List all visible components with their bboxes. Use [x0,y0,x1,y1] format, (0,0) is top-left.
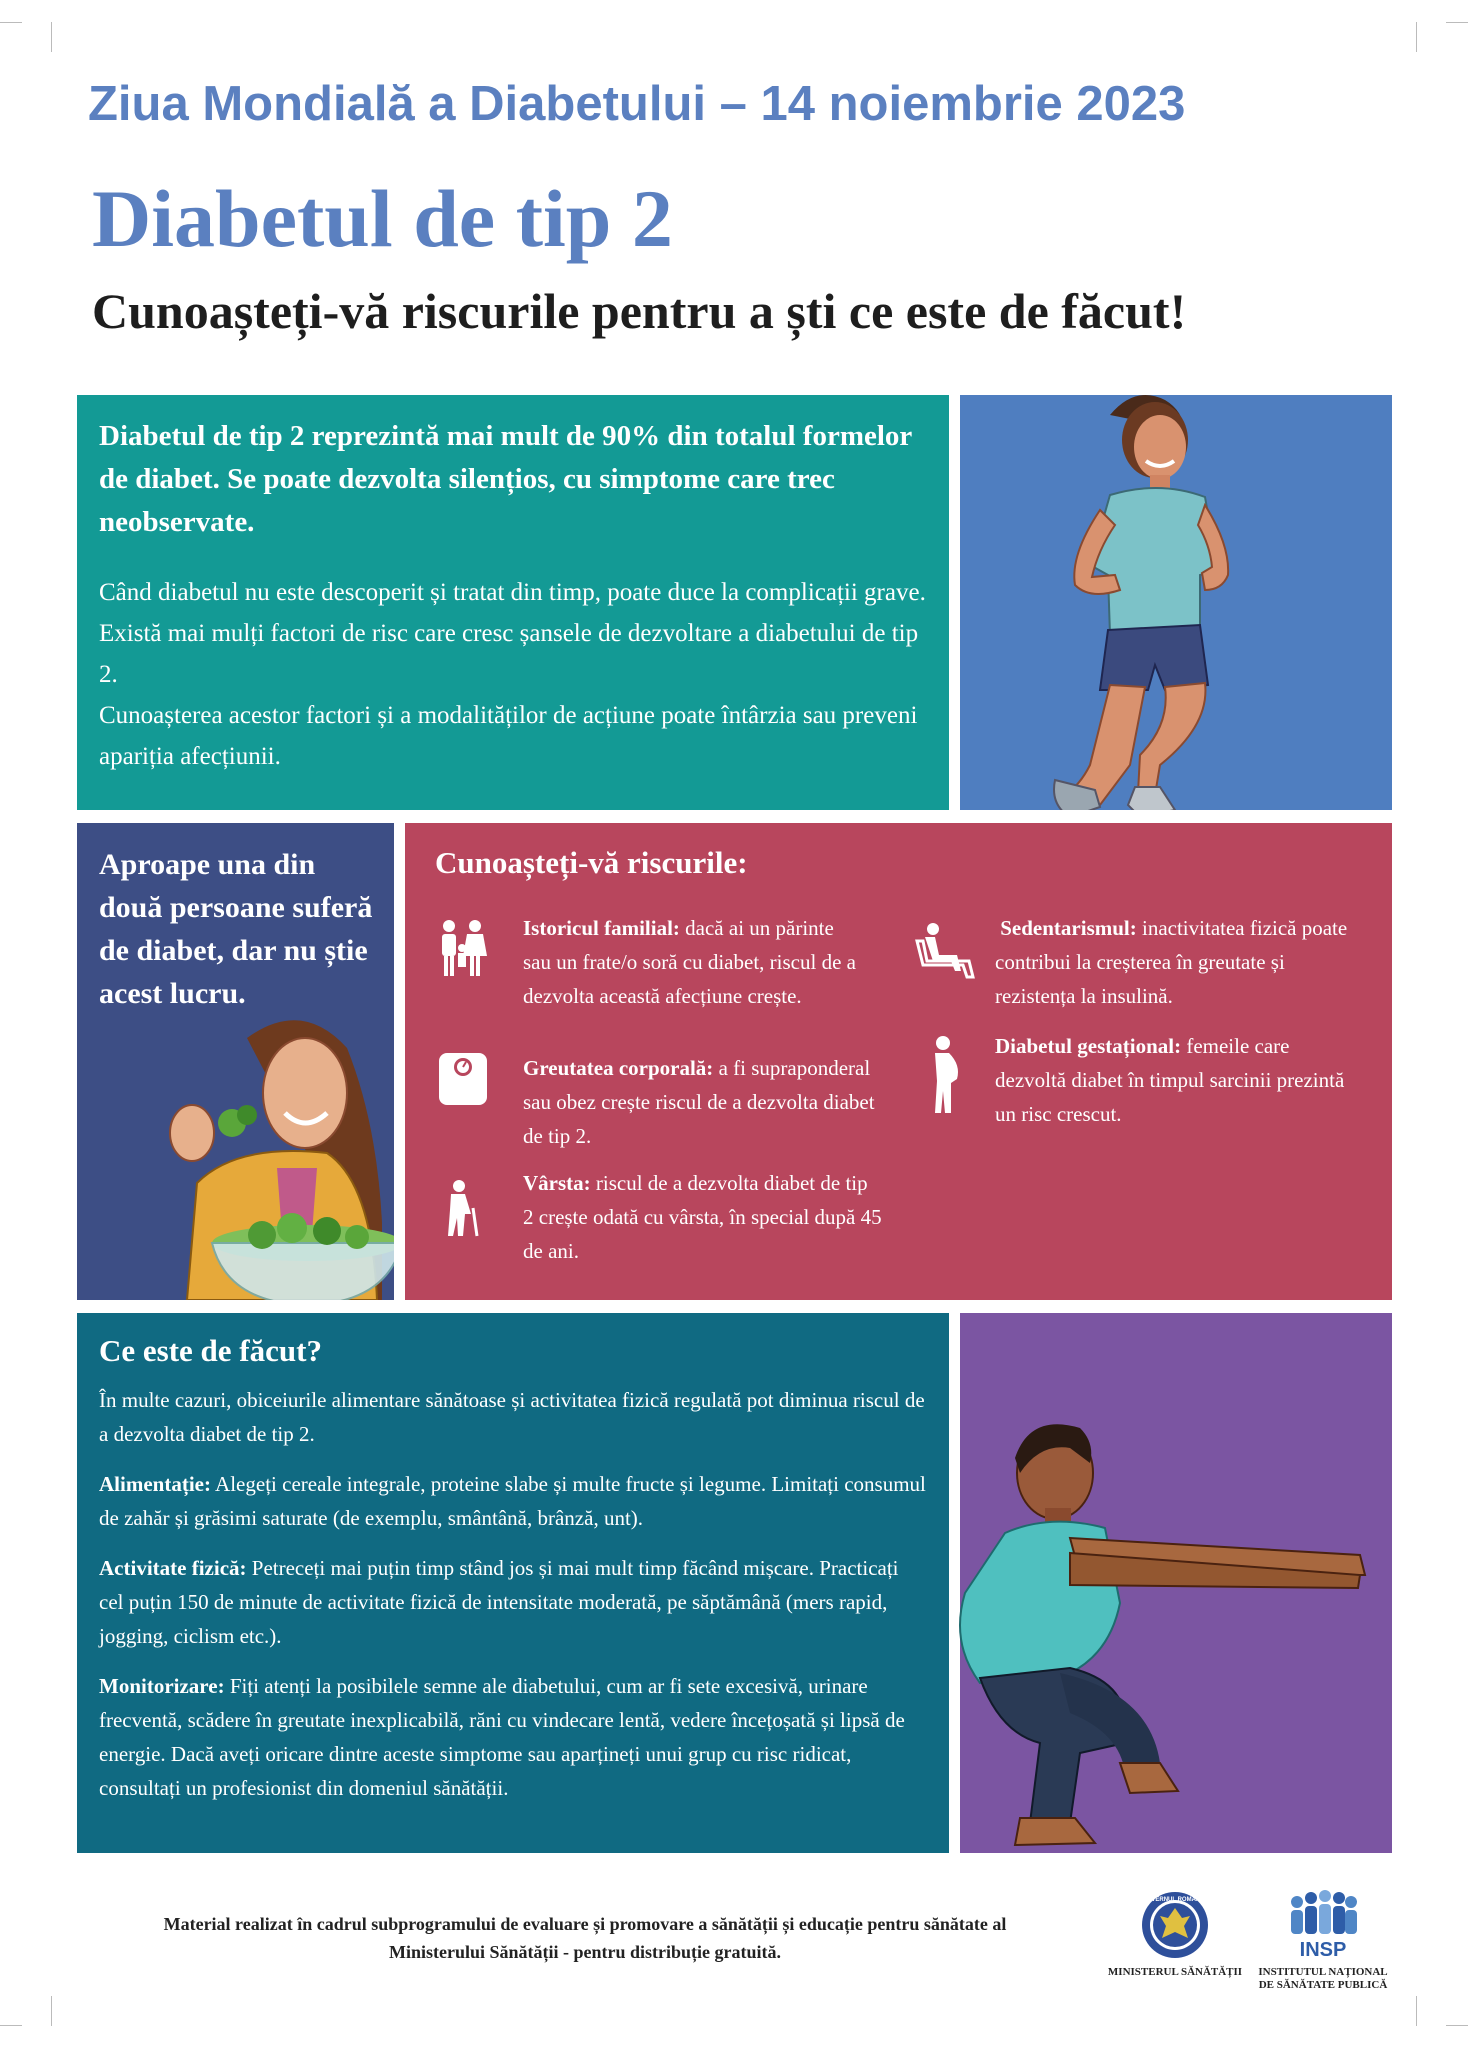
risk-label: Greutatea corporală: [523,1056,714,1080]
risk-label: Sedentarismul: [1000,916,1137,940]
advice-text: Fiți atenți la posibilele semne ale diabetului, cum ar fi sete excesivă, urinare frecventă, scădere în greutate inexplicabilă, răni cu vindecare lentă, vedere încețoșată și lipsă de energie. Dacă aveți oricare dintre aceste simptome sau aparțineți unui grup cu risc ridicat, consultați un profesionist din domeniul sănătății. [99,1674,905,1800]
scale-icon [433,1049,493,1109]
crop-mark [0,2025,22,2026]
runner-illustration [960,395,1392,810]
insp-caption [1248,1966,1398,1992]
crop-mark [22,22,52,52]
risk-family-history [523,911,863,1013]
risk-text: femeile care dezvoltă diabet în timpul sarcinii prezintă un risc crescut. [995,1034,1345,1126]
ministry-of-health-logo [1105,1890,1245,1979]
advice-text: Petreceți mai puțin timp stând jos și mai mult timp făcând mișcare. Practicați cel puțin 150 de minute de activitate fizică de intensitate moderată, pe săptămână (mers rapid, jogging, ciclism etc.). [99,1556,899,1648]
crop-mark [1446,2025,1468,2026]
sitting-person-icon [913,921,981,981]
elderly-icon [433,1178,493,1238]
advice-monitoring [99,1669,927,1805]
what-to-do-intro: În multe cazuri, obiceiurile alimentare sănătoase și activitatea fizică regulată pot diminua riscul de a dezvolta diabet de tip 2. [99,1388,925,1446]
crop-mark [1446,22,1468,23]
crop-mark [0,22,22,23]
footer-line: Ministerului Sănătății - pentru distribuție gratuită. [388,1942,781,1962]
man-squatting-illustration [920,1313,1368,1873]
risk-gestational [995,1029,1365,1131]
risks-panel [405,823,1392,1300]
advice-nutrition [99,1467,927,1535]
risk-body-weight [523,1051,883,1153]
insp-caption-line: INSTITUTUL NAȚIONAL [1258,1966,1388,1978]
risk-sedentary [995,911,1365,1013]
intro-lead: Diabetul de tip 2 reprezintă mai mult de 90% din totalul formelor de diabet. Se poate dezvolta silențios, cu simptome care trec neobservate. [99,420,912,538]
risk-label: Diabetul gestațional: [995,1034,1182,1058]
crop-mark [1416,22,1446,52]
people-group-icon [1283,1890,1363,1960]
advice-label: Activitate fizică: [99,1556,247,1580]
woman-eating-salad-illustration [77,823,394,1300]
what-to-do-panel [77,1313,949,1853]
statistic-text: Aproape una din două persoane suferă de diabet, dar nu știe acest lucru. [99,848,373,1010]
insp-mark-text: INSP [1299,1939,1347,1960]
advice-label: Monitorizare: [99,1674,225,1698]
risk-text: dacă ai un părinte sau un frate/o soră cu diabet, riscul de a dezvolta această afecțiune crește. [523,916,856,1008]
crop-mark [22,1996,52,2026]
page-subtitle: Cunoașteți-vă riscurile pentru a ști ce este de făcut! [92,283,1187,339]
ministry-caption: MINISTERUL SĂNĂTĂȚII [1107,1966,1243,1978]
family-icon [433,918,493,978]
risk-label: Istoricul familial: [523,916,680,940]
what-to-do-heading: Ce este de făcut? [99,1333,322,1368]
risk-text: a fi supraponderal sau obez crește riscul de a dezvolta diabet de tip 2. [523,1056,875,1148]
crop-mark [1416,1996,1446,2026]
government-emblem-icon [1140,1890,1210,1960]
risks-heading: Cunoașteți-vă riscurile: [435,845,748,880]
insp-logo [1248,1890,1398,1992]
footer-line: Material realizat în cadrul subprogramului de evaluare și promovare a sănătății și educație pentru sănătate al [163,1914,1007,1934]
emblem-ring-text: GUVERNUL ROMÂNIEI [1142,1897,1208,1903]
pregnant-woman-icon [923,1035,967,1115]
event-title: Ziua Mondială a Diabetului – 14 noiembrie 2023 [88,77,1186,131]
statistic-panel [77,823,394,1300]
footer-credit [95,1910,1075,1966]
advice-text: Alegeți cereale integrale, proteine slabe și multe fructe și legume. Limitați consumul de zahăr și grăsimi saturate (de exemplu, smântână, brânză, unt). [99,1472,926,1530]
page-title: Diabetul de tip 2 [92,173,673,264]
risk-age [523,1166,883,1268]
insp-caption-line: DE SĂNĂTATE PUBLICĂ [1258,1979,1388,1991]
intro-paragraph: Când diabetul nu este descoperit și tratat din timp, poate duce la complicații grave. Există mai mulți factori de risc care cresc șansele de dezvoltare a diabetului de tip 2. [99,579,926,688]
advice-physical-activity [99,1551,927,1653]
intro-panel [77,395,949,810]
risk-label: Vârsta: [523,1171,591,1195]
risk-text: inactivitatea fizică poate contribui la creșterea în greutate și rezistența la insulină. [995,916,1348,1008]
runner-panel [960,395,1392,810]
risk-text: riscul de a dezvolta diabet de tip 2 crește odată cu vârsta, în special după 45 de ani. [523,1171,882,1263]
advice-label: Alimentație: [99,1472,211,1496]
intro-paragraph: Cunoașterea acestor factori și a modalităților de acțiune poate întârzia sau preveni apariția afecțiunii. [99,702,918,770]
exercise-panel [960,1313,1392,1853]
